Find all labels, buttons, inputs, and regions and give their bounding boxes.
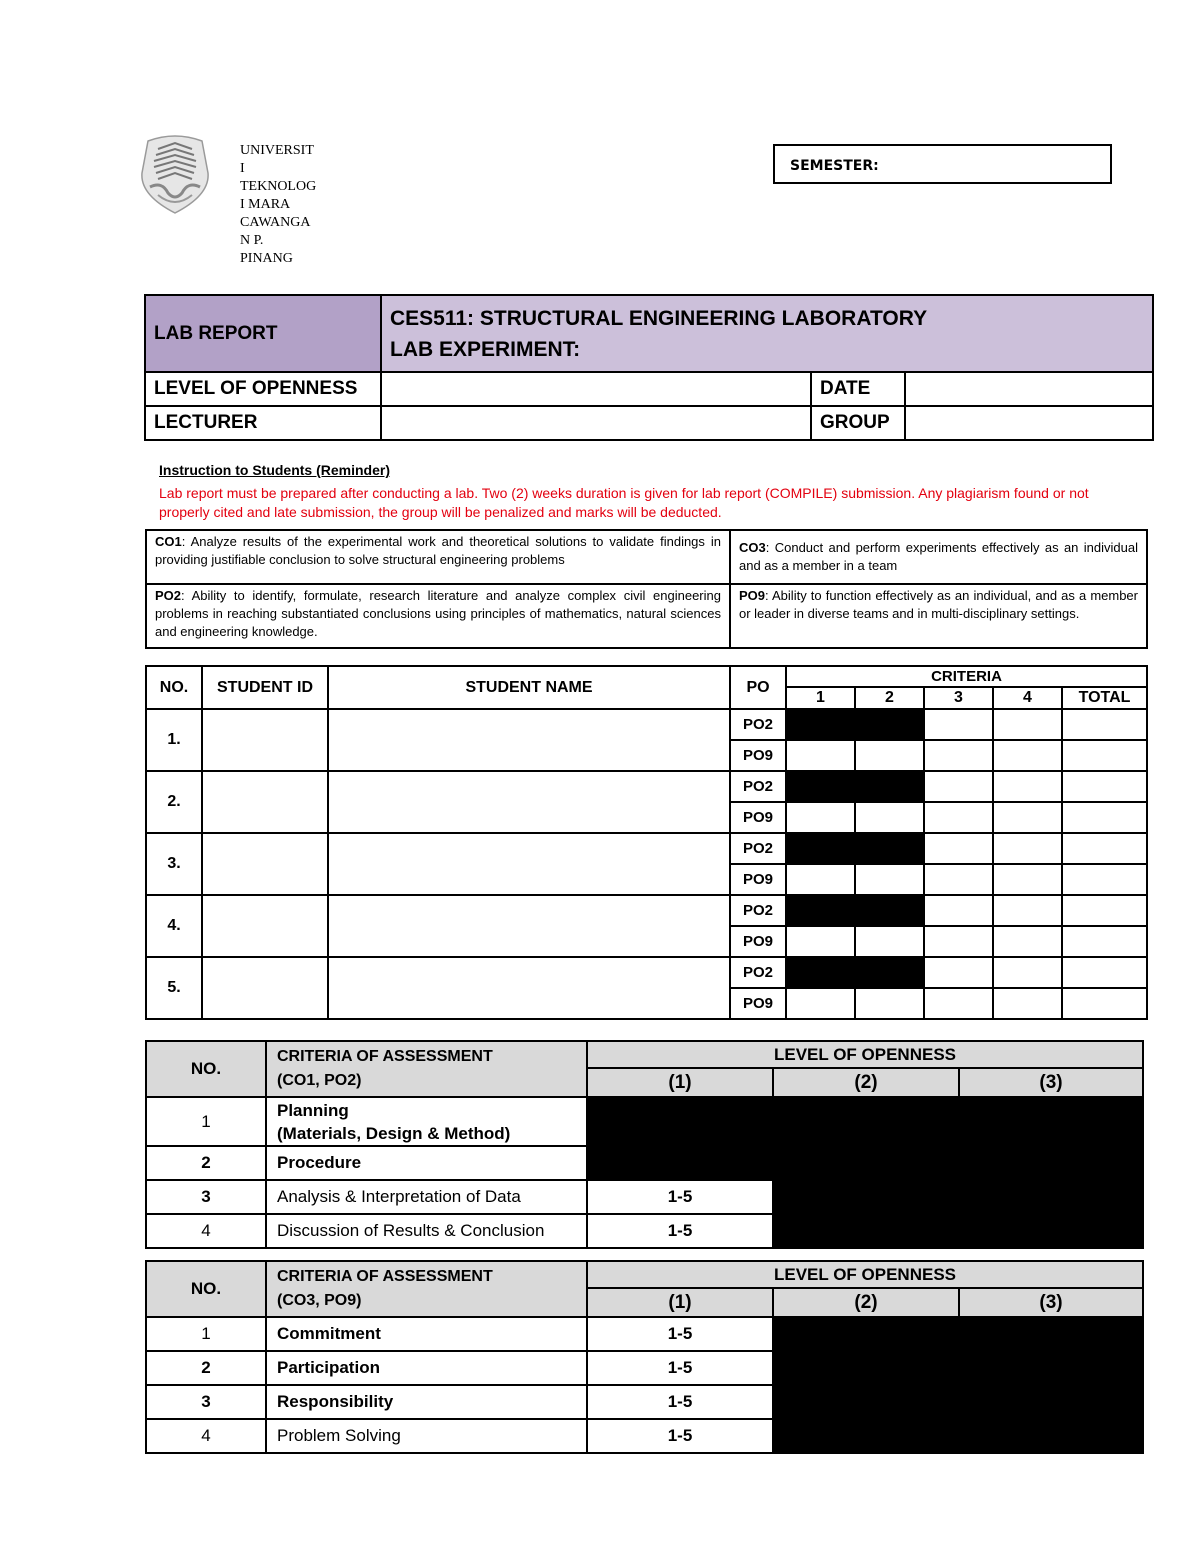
blocked-cell bbox=[855, 957, 924, 988]
po-header: PO bbox=[730, 666, 786, 709]
assessment-row-no: 4 bbox=[146, 1214, 266, 1248]
blocked-cell bbox=[959, 1146, 1143, 1180]
student-no: 2. bbox=[146, 771, 202, 833]
student-id-field[interactable] bbox=[202, 833, 328, 895]
blocked-cell bbox=[773, 1351, 959, 1385]
group-field[interactable] bbox=[905, 406, 1153, 440]
po9-text: : Ability to function effectively as an individual, and as a member or leader in diverse teams and in multi-disciplinary settings. bbox=[739, 588, 1138, 621]
blocked-cell bbox=[959, 1351, 1143, 1385]
criteria-planning-detail: (Materials, Design & Method) bbox=[277, 1123, 511, 1143]
blocked-cell bbox=[773, 1419, 959, 1453]
level-3-header: (3) bbox=[959, 1288, 1143, 1317]
score-cell[interactable] bbox=[993, 988, 1062, 1019]
blocked-cell bbox=[786, 833, 855, 864]
total-cell[interactable] bbox=[1062, 709, 1147, 740]
score-cell[interactable] bbox=[993, 926, 1062, 957]
assessment-criteria: Commitment bbox=[266, 1317, 587, 1351]
student-no: 4. bbox=[146, 895, 202, 957]
score-cell[interactable] bbox=[855, 802, 924, 833]
criteria-1-header: 1 bbox=[786, 687, 855, 709]
score-cell[interactable] bbox=[786, 988, 855, 1019]
score-cell[interactable] bbox=[786, 802, 855, 833]
level-1-header: (1) bbox=[587, 1288, 773, 1317]
assessment-no-header: NO. bbox=[146, 1041, 266, 1097]
score-cell[interactable] bbox=[924, 957, 993, 988]
po2-label: PO2 bbox=[155, 588, 182, 603]
total-cell[interactable] bbox=[1062, 988, 1147, 1019]
assessment-row-no: 1 bbox=[146, 1317, 266, 1351]
criteria-planning: Planning bbox=[277, 1100, 349, 1120]
total-cell[interactable] bbox=[1062, 895, 1147, 926]
criteria-title: CRITERIA OF ASSESSMENT bbox=[277, 1268, 493, 1285]
total-cell[interactable] bbox=[1062, 771, 1147, 802]
score-cell[interactable] bbox=[855, 988, 924, 1019]
score-cell[interactable] bbox=[786, 740, 855, 771]
score-cell[interactable] bbox=[924, 988, 993, 1019]
student-no: 1. bbox=[146, 709, 202, 771]
student-id-header: STUDENT ID bbox=[202, 666, 328, 709]
score-cell[interactable] bbox=[993, 864, 1062, 895]
blocked-cell bbox=[959, 1097, 1143, 1146]
level-of-openness-label: LEVEL OF OPENNESS bbox=[145, 372, 381, 406]
blocked-cell bbox=[773, 1097, 959, 1146]
assessment-row-no: 1 bbox=[146, 1097, 266, 1146]
score-cell[interactable] bbox=[786, 864, 855, 895]
total-header: TOTAL bbox=[1062, 687, 1147, 709]
student-id-field[interactable] bbox=[202, 709, 328, 771]
student-name-field[interactable] bbox=[328, 771, 730, 833]
course-title: CES511: STRUCTURAL ENGINEERING LABORATORY bbox=[390, 306, 928, 330]
assessment-table-co3-po9 bbox=[145, 1260, 1144, 1454]
level-2-header: (2) bbox=[773, 1288, 959, 1317]
score-cell[interactable] bbox=[924, 709, 993, 740]
assessment-criteria: Analysis & Interpretation of Data bbox=[266, 1180, 587, 1214]
assessment-table-co1-po2 bbox=[145, 1040, 1144, 1249]
blocked-cell bbox=[786, 709, 855, 740]
score-range: 1-5 bbox=[587, 1419, 773, 1453]
blocked-cell bbox=[587, 1097, 773, 1146]
score-cell[interactable] bbox=[855, 926, 924, 957]
student-no: 5. bbox=[146, 957, 202, 1019]
po-label: PO2 bbox=[730, 895, 786, 926]
course-title-cell bbox=[381, 295, 1153, 372]
total-cell[interactable] bbox=[1062, 926, 1147, 957]
score-range: 1-5 bbox=[587, 1385, 773, 1419]
co3-cell bbox=[730, 530, 1147, 584]
blocked-cell bbox=[959, 1385, 1143, 1419]
assessment-criteria-header bbox=[266, 1261, 587, 1317]
total-cell[interactable] bbox=[1062, 957, 1147, 988]
blocked-cell bbox=[773, 1385, 959, 1419]
criteria-subtitle: (CO1, PO2) bbox=[277, 1072, 362, 1089]
blocked-cell bbox=[773, 1146, 959, 1180]
po-label: PO9 bbox=[730, 988, 786, 1019]
score-range: 1-5 bbox=[587, 1317, 773, 1351]
blocked-cell bbox=[959, 1317, 1143, 1351]
po-label: PO2 bbox=[730, 833, 786, 864]
score-cell[interactable] bbox=[924, 926, 993, 957]
co3-text: : Conduct and perform experiments effectively as an individual and as a member in a team bbox=[739, 540, 1138, 573]
score-cell[interactable] bbox=[855, 740, 924, 771]
criteria-header: CRITERIA bbox=[786, 666, 1147, 687]
university-name: UNIVERSIT I TEKNOLOG I MARA CAWANGA N P. PINANG bbox=[240, 143, 317, 266]
student-name-field[interactable] bbox=[328, 833, 730, 895]
po2-cell bbox=[146, 584, 730, 648]
blocked-cell bbox=[786, 957, 855, 988]
date-field[interactable] bbox=[905, 372, 1153, 406]
co1-text: : Analyze results of the experimental work and theoretical solutions to validate findings in providing justifiable conclusion to solve structural engineering problems bbox=[155, 534, 721, 567]
score-cell[interactable] bbox=[855, 864, 924, 895]
assessment-no-header: NO. bbox=[146, 1261, 266, 1317]
student-name-header: STUDENT NAME bbox=[328, 666, 730, 709]
group-label: GROUP bbox=[811, 406, 905, 440]
lab-report-label: LAB REPORT bbox=[145, 295, 381, 372]
blocked-cell bbox=[773, 1180, 959, 1214]
total-cell[interactable] bbox=[1062, 833, 1147, 864]
level-of-openness-header: LEVEL OF OPENNESS bbox=[587, 1261, 1143, 1288]
po-label: PO9 bbox=[730, 864, 786, 895]
po9-label: PO9 bbox=[739, 588, 766, 603]
assessment-row-no: 3 bbox=[146, 1385, 266, 1419]
blocked-cell bbox=[959, 1419, 1143, 1453]
assessment-criteria: Problem Solving bbox=[266, 1419, 587, 1453]
criteria-title: CRITERIA OF ASSESSMENT bbox=[277, 1048, 493, 1065]
assessment-criteria: Procedure bbox=[266, 1146, 587, 1180]
assessment-row-no: 4 bbox=[146, 1419, 266, 1453]
lab-report-header-table bbox=[144, 294, 1154, 441]
blocked-cell bbox=[786, 895, 855, 926]
po-label: PO9 bbox=[730, 802, 786, 833]
po-label: PO2 bbox=[730, 771, 786, 802]
score-cell[interactable] bbox=[924, 864, 993, 895]
level-1-header: (1) bbox=[587, 1068, 773, 1097]
co1-label: CO1 bbox=[155, 534, 182, 549]
total-cell[interactable] bbox=[1062, 864, 1147, 895]
score-cell[interactable] bbox=[993, 709, 1062, 740]
outcomes-table bbox=[145, 529, 1148, 649]
criteria-3-header: 3 bbox=[924, 687, 993, 709]
student-no: 3. bbox=[146, 833, 202, 895]
score-cell[interactable] bbox=[993, 771, 1062, 802]
student-id-field[interactable] bbox=[202, 895, 328, 957]
co3-label: CO3 bbox=[739, 540, 766, 555]
blocked-cell bbox=[855, 709, 924, 740]
assessment-row-no: 2 bbox=[146, 1146, 266, 1180]
score-cell[interactable] bbox=[993, 895, 1062, 926]
no-header: NO. bbox=[146, 666, 202, 709]
level-3-header: (3) bbox=[959, 1068, 1143, 1097]
score-cell[interactable] bbox=[924, 833, 993, 864]
lecturer-field[interactable] bbox=[381, 406, 811, 440]
po9-cell bbox=[730, 584, 1147, 648]
assessment-row-no: 3 bbox=[146, 1180, 266, 1214]
blocked-cell bbox=[786, 771, 855, 802]
blocked-cell bbox=[959, 1214, 1143, 1248]
criteria-2-header: 2 bbox=[855, 687, 924, 709]
score-cell[interactable] bbox=[924, 802, 993, 833]
blocked-cell bbox=[773, 1317, 959, 1351]
po-label: PO9 bbox=[730, 740, 786, 771]
co1-cell bbox=[146, 530, 730, 584]
blocked-cell bbox=[855, 771, 924, 802]
blocked-cell bbox=[855, 833, 924, 864]
date-label: DATE bbox=[811, 372, 905, 406]
total-cell[interactable] bbox=[1062, 802, 1147, 833]
criteria-4-header: 4 bbox=[993, 687, 1062, 709]
score-cell[interactable] bbox=[993, 957, 1062, 988]
student-table bbox=[145, 665, 1148, 1020]
level-of-openness-header: LEVEL OF OPENNESS bbox=[587, 1041, 1143, 1068]
student-id-field[interactable] bbox=[202, 957, 328, 1019]
student-name-field[interactable] bbox=[328, 709, 730, 771]
po-label: PO2 bbox=[730, 709, 786, 740]
blocked-cell bbox=[587, 1146, 773, 1180]
score-cell[interactable] bbox=[993, 833, 1062, 864]
level-of-openness-field[interactable] bbox=[381, 372, 811, 406]
score-cell[interactable] bbox=[924, 771, 993, 802]
assessment-criteria bbox=[266, 1097, 587, 1146]
blocked-cell bbox=[959, 1180, 1143, 1214]
student-name-field[interactable] bbox=[328, 957, 730, 1019]
level-2-header: (2) bbox=[773, 1068, 959, 1097]
score-cell[interactable] bbox=[924, 740, 993, 771]
assessment-criteria: Participation bbox=[266, 1351, 587, 1385]
lab-experiment-label: LAB EXPERIMENT: bbox=[390, 337, 581, 361]
score-range: 1-5 bbox=[587, 1180, 773, 1214]
student-name-field[interactable] bbox=[328, 895, 730, 957]
po-label: PO2 bbox=[730, 957, 786, 988]
score-cell[interactable] bbox=[924, 895, 993, 926]
total-cell[interactable] bbox=[1062, 740, 1147, 771]
assessment-criteria: Discussion of Results & Conclusion bbox=[266, 1214, 587, 1248]
university-logo-icon bbox=[128, 133, 222, 215]
po-label: PO9 bbox=[730, 926, 786, 957]
assessment-row-no: 2 bbox=[146, 1351, 266, 1385]
criteria-subtitle: (CO3, PO9) bbox=[277, 1292, 362, 1309]
score-cell[interactable] bbox=[993, 802, 1062, 833]
lecturer-label: LECTURER bbox=[145, 406, 381, 440]
assessment-criteria: Responsibility bbox=[266, 1385, 587, 1419]
score-cell[interactable] bbox=[786, 926, 855, 957]
blocked-cell bbox=[855, 895, 924, 926]
blocked-cell bbox=[773, 1214, 959, 1248]
instruction-text: Lab report must be prepared after conducting a lab. Two (2) weeks duration is given for lab report (COMPILE) submission. Any plagiarism found or not properly cited and late submission, the group will be penalized and marks will be deducted. bbox=[159, 485, 1089, 520]
po2-text: : Ability to identify, formulate, research literature and analyze complex civil engineering problems in reaching substantiated conclusions using principles of mathematics, natural sciences and engineering knowledge. bbox=[155, 588, 721, 639]
score-cell[interactable] bbox=[993, 740, 1062, 771]
semester-field[interactable]: SEMESTER: bbox=[773, 144, 1112, 184]
student-id-field[interactable] bbox=[202, 771, 328, 833]
instruction-title: Instruction to Students (Reminder) bbox=[159, 462, 390, 478]
score-range: 1-5 bbox=[587, 1214, 773, 1248]
assessment-criteria-header bbox=[266, 1041, 587, 1097]
score-range: 1-5 bbox=[587, 1351, 773, 1385]
